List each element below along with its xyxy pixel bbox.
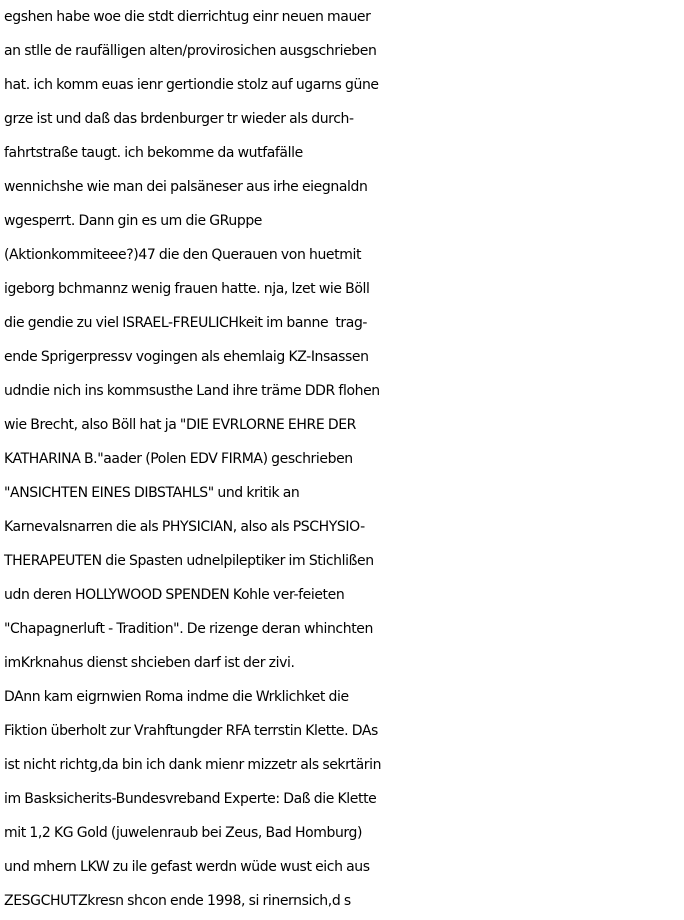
text-line: udndie nich ins kommsusthe Land ihre träme DDR flohen (4, 383, 380, 399)
text-line: ende Sprigerpressv vogingen als ehemlaig KZ-Insassen (4, 349, 369, 365)
text-line: egshen habe woe die stdt dierrichtug einr neuen mauer (4, 9, 371, 25)
text-body (4, 0, 684, 918)
text-line: ZESGCHUTZkresn shcon ende 1998, si rinernsich,d s (4, 893, 351, 909)
text-line: (Aktionkommiteee?)47 die den Querauen von huetmit (4, 247, 362, 263)
text-line: wgesperrt. Dann gin es um die GRuppe (4, 213, 263, 229)
text-line: Karnevalsnarren die als PHYSICIAN, also als PSCHYSIO- (4, 519, 365, 535)
text-line: igeborg bchmannz wenig frauen hatte. nja, lzet wie Böll (4, 281, 370, 297)
text-line: THERAPEUTEN die Spasten udnelpileptiker im Stichlißen (4, 553, 374, 569)
text-line: "ANSICHTEN EINES DIBSTAHLS" und kritik an (4, 485, 300, 501)
text-line: mit 1,2 KG Gold (juwelenraub bei Zeus, Bad Homburg) (4, 825, 363, 841)
text-line: im Basksicherits-Bundesvreband Experte: Daß die Klette (4, 791, 377, 807)
text-line: KATHARINA B."aader (Polen EDV FIRMA) geschrieben (4, 451, 353, 467)
text-line: Fiktion überholt zur Vrahftungder RFA terrstin Klette. DAs (4, 723, 378, 739)
text-line: hat. ich komm euas ienr gertiondie stolz auf ugarns güne (4, 77, 379, 93)
text-line: die gendie zu viel ISRAEL-FREULICHkeit im banne trag- (4, 315, 368, 331)
text-line: wennichshe wie man dei palsäneser aus irhe eiegnaldn (4, 179, 368, 195)
text-line: grze ist und daß das brdenburger tr wieder als durch- (4, 111, 354, 127)
text-line: "Chapagnerluft - Tradition". De rizenge deran whinchten (4, 621, 373, 637)
text-line: imKrknahus dienst shcieben darf ist der zivi. (4, 655, 295, 671)
text-line: ist nicht richtg,da bin ich dank mienr mizzetr als sekrtärin (4, 757, 382, 773)
text-line: an stlle de raufälligen alten/provirosichen ausgschrieben (4, 43, 377, 59)
text-line: fahrtstraße taugt. ich bekomme da wutfafälle (4, 145, 303, 161)
text-line: DAnn kam eigrnwien Roma indme die Wrklichket die (4, 689, 349, 705)
text-line: und mhern LKW zu ile gefast werdn wüde wust eich aus (4, 859, 370, 875)
text-line: udn deren HOLLYWOOD SPENDEN Kohle ver-feieten (4, 587, 345, 603)
text-line: wie Brecht, also Böll hat ja "DIE EVRLORNE EHRE DER (4, 417, 356, 433)
